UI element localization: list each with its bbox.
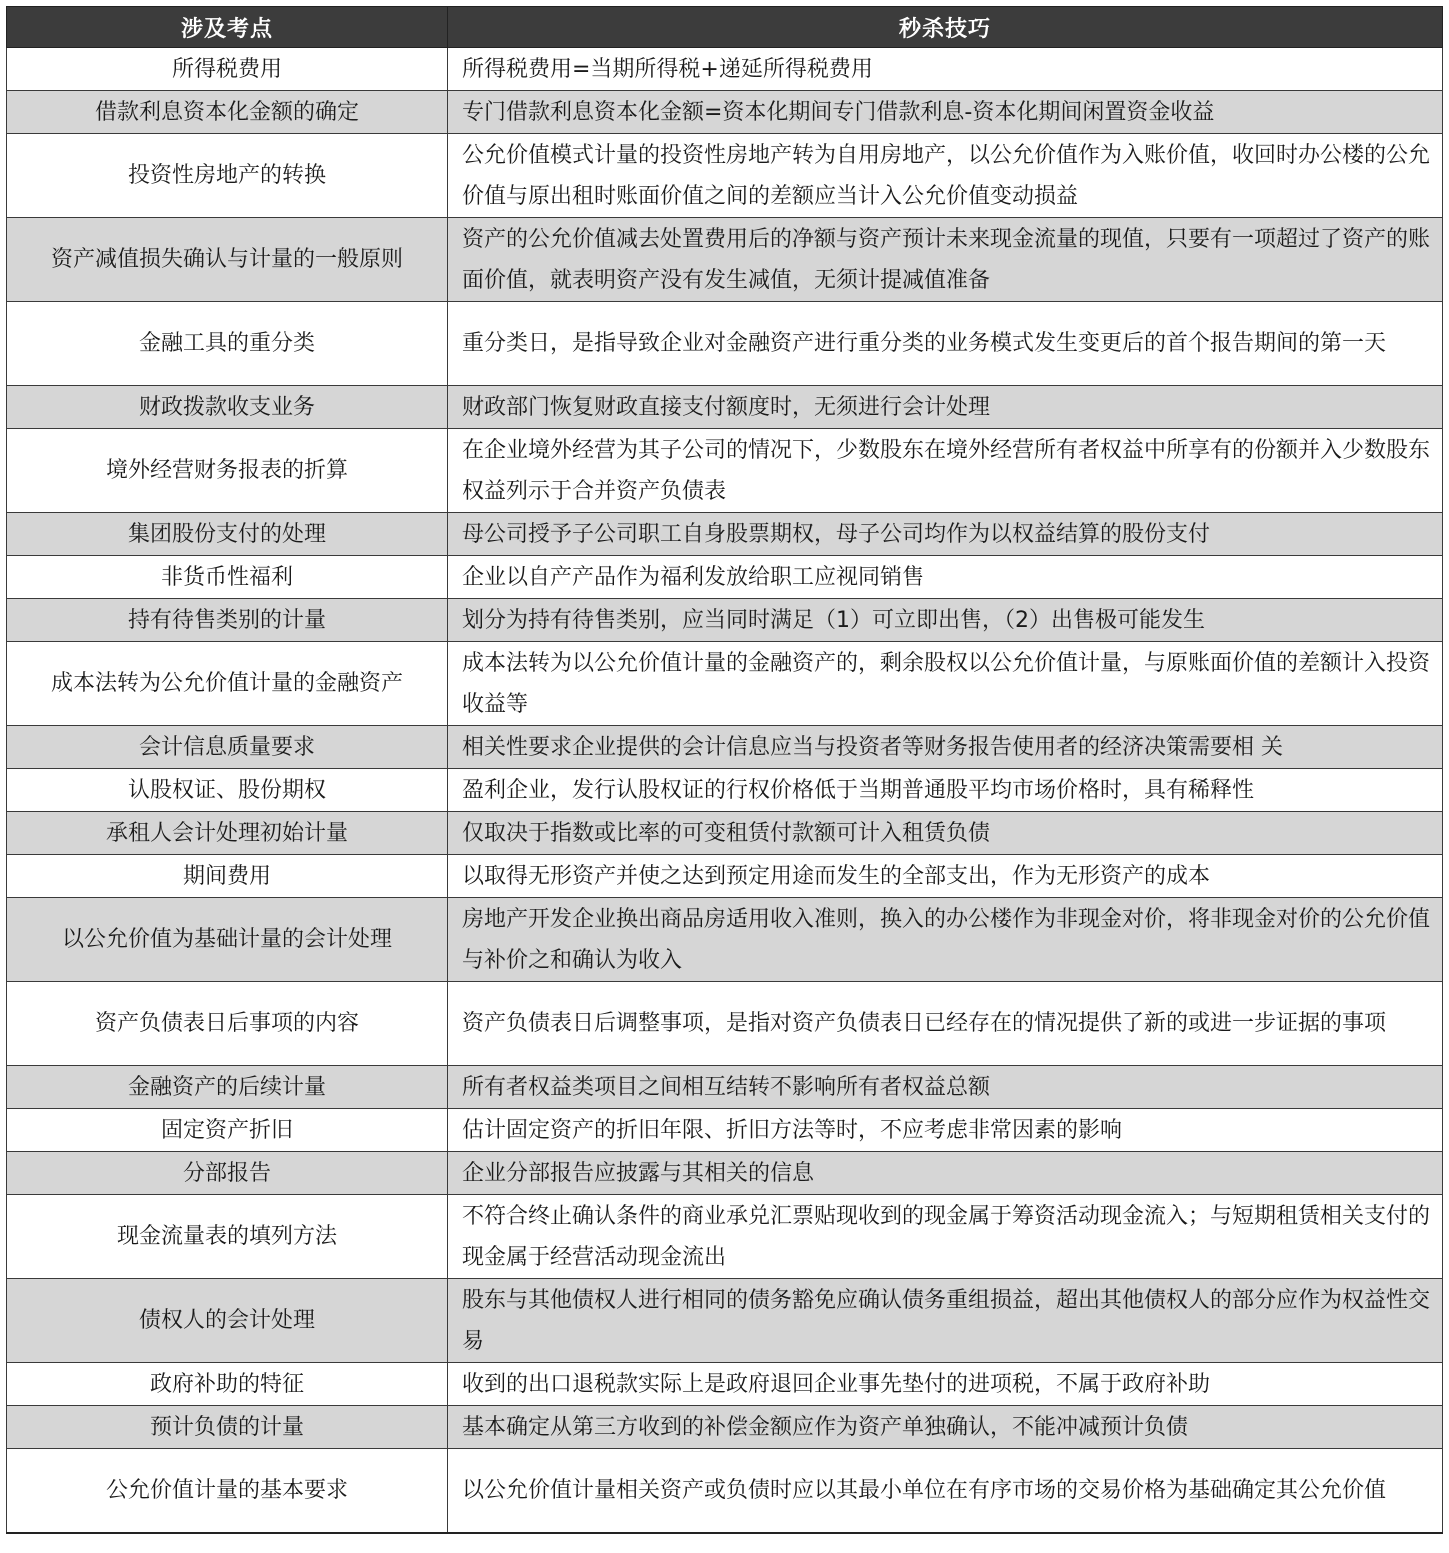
table-row	[7, 599, 1443, 642]
table-row	[7, 812, 1443, 855]
topic-cell: 固定资产折旧	[7, 1109, 448, 1152]
tip-cell: 以取得无形资产并使之达到预定用途而发生的全部支出，作为无形资产的成本	[448, 855, 1443, 898]
topic-cell: 投资性房地产的转换	[7, 134, 448, 218]
table-row	[7, 1066, 1443, 1109]
table-row	[7, 726, 1443, 769]
tip-cell: 收到的出口退税款实际上是政府退回企业事先垫付的进项税，不属于政府补助	[448, 1363, 1443, 1406]
tip-cell: 所得税费用=当期所得税+递延所得税费用	[448, 48, 1443, 91]
topic-cell: 成本法转为公允价值计量的金融资产	[7, 642, 448, 726]
table-row	[7, 898, 1443, 982]
table-row	[7, 556, 1443, 599]
table-row	[7, 1109, 1443, 1152]
table-row	[7, 1363, 1443, 1406]
topic-cell: 现金流量表的填列方法	[7, 1195, 448, 1279]
topic-cell: 会计信息质量要求	[7, 726, 448, 769]
tip-cell: 企业分部报告应披露与其相关的信息	[448, 1152, 1443, 1195]
topic-cell: 承租人会计处理初始计量	[7, 812, 448, 855]
topic-cell: 预计负债的计量	[7, 1406, 448, 1449]
tip-cell: 资产的公允价值减去处置费用后的净额与资产预计未来现金流量的现值，只要有一项超过了资产的账面价值，就表明资产没有发生减值，无须计提减值准备	[448, 218, 1443, 302]
topic-cell: 认股权证、股份期权	[7, 769, 448, 812]
topic-cell: 期间费用	[7, 855, 448, 898]
tip-cell: 成本法转为以公允价值计量的金融资产的，剩余股权以公允价值计量，与原账面价值的差额计入投资收益等	[448, 642, 1443, 726]
tip-cell: 股东与其他债权人进行相同的债务豁免应确认债务重组损益，超出其他债权人的部分应作为权益性交易	[448, 1279, 1443, 1363]
tip-cell: 仅取决于指数或比率的可变租赁付款额可计入租赁负债	[448, 812, 1443, 855]
table-row	[7, 429, 1443, 513]
tip-cell: 所有者权益类项目之间相互结转不影响所有者权益总额	[448, 1066, 1443, 1109]
table-row	[7, 48, 1443, 91]
table-row	[7, 642, 1443, 726]
table-row	[7, 982, 1443, 1066]
topic-cell: 金融工具的重分类	[7, 302, 448, 386]
tip-cell: 划分为持有待售类别，应当同时满足（1）可立即出售，（2）出售极可能发生	[448, 599, 1443, 642]
tip-cell: 房地产开发企业换出商品房适用收入准则，换入的办公楼作为非现金对价，将非现金对价的公允价值与补价之和确认为收入	[448, 898, 1443, 982]
topic-cell: 以公允价值为基础计量的会计处理	[7, 898, 448, 982]
table-row	[7, 769, 1443, 812]
tip-cell: 资产负债表日后调整事项，是指对资产负债表日已经存在的情况提供了新的或进一步证据的事项	[448, 982, 1443, 1066]
topic-cell: 持有待售类别的计量	[7, 599, 448, 642]
table-row	[7, 1449, 1443, 1534]
document-table-container	[6, 6, 1442, 1534]
table-body	[7, 48, 1443, 1534]
tip-cell: 重分类日，是指导致企业对金融资产进行重分类的业务模式发生变更后的首个报告期间的第一天	[448, 302, 1443, 386]
topic-cell: 非货币性福利	[7, 556, 448, 599]
table-row	[7, 218, 1443, 302]
topic-cell: 公允价值计量的基本要求	[7, 1449, 448, 1534]
topic-cell: 财政拨款收支业务	[7, 386, 448, 429]
tip-cell: 不符合终止确认条件的商业承兑汇票贴现收到的现金属于筹资活动现金流入；与短期租赁相关支付的现金属于经营活动现金流出	[448, 1195, 1443, 1279]
tip-cell: 专门借款利息资本化金额=资本化期间专门借款利息-资本化期间闲置资金收益	[448, 91, 1443, 134]
topic-cell: 政府补助的特征	[7, 1363, 448, 1406]
topic-cell: 债权人的会计处理	[7, 1279, 448, 1363]
tip-cell: 相关性要求企业提供的会计信息应当与投资者等财务报告使用者的经济决策需要相 关	[448, 726, 1443, 769]
topic-cell: 资产负债表日后事项的内容	[7, 982, 448, 1066]
tip-cell: 盈利企业，发行认股权证的行权价格低于当期普通股平均市场价格时，具有稀释性	[448, 769, 1443, 812]
tip-cell: 企业以自产产品作为福利发放给职工应视同销售	[448, 556, 1443, 599]
tip-cell: 母公司授予子公司职工自身股票期权，母子公司均作为以权益结算的股份支付	[448, 513, 1443, 556]
table-row	[7, 513, 1443, 556]
table-row	[7, 302, 1443, 386]
header-tip: 秒杀技巧	[448, 7, 1443, 48]
header-topic: 涉及考点	[7, 7, 448, 48]
topic-cell: 境外经营财务报表的折算	[7, 429, 448, 513]
topic-cell: 集团股份支付的处理	[7, 513, 448, 556]
tip-cell: 基本确定从第三方收到的补偿金额应作为资产单独确认，不能冲减预计负债	[448, 1406, 1443, 1449]
tip-cell: 财政部门恢复财政直接支付额度时，无须进行会计处理	[448, 386, 1443, 429]
topic-cell: 借款利息资本化金额的确定	[7, 91, 448, 134]
table-row	[7, 1406, 1443, 1449]
exam-points-table	[6, 6, 1443, 1534]
tip-cell: 公允价值模式计量的投资性房地产转为自用房地产，以公允价值作为入账价值，收回时办公楼的公允价值与原出租时账面价值之间的差额应当计入公允价值变动损益	[448, 134, 1443, 218]
table-row	[7, 134, 1443, 218]
tip-cell: 估计固定资产的折旧年限、折旧方法等时，不应考虑非常因素的影响	[448, 1109, 1443, 1152]
table-row	[7, 1279, 1443, 1363]
tip-cell: 在企业境外经营为其子公司的情况下，少数股东在境外经营所有者权益中所享有的份额并入少数股东权益列示于合并资产负债表	[448, 429, 1443, 513]
table-row	[7, 855, 1443, 898]
topic-cell: 金融资产的后续计量	[7, 1066, 448, 1109]
table-row	[7, 1195, 1443, 1279]
table-header-row	[7, 7, 1443, 48]
table-row	[7, 386, 1443, 429]
topic-cell: 分部报告	[7, 1152, 448, 1195]
topic-cell: 所得税费用	[7, 48, 448, 91]
table-row	[7, 1152, 1443, 1195]
tip-cell: 以公允价值计量相关资产或负债时应以其最小单位在有序市场的交易价格为基础确定其公允价值	[448, 1449, 1443, 1534]
topic-cell: 资产减值损失确认与计量的一般原则	[7, 218, 448, 302]
table-row	[7, 91, 1443, 134]
